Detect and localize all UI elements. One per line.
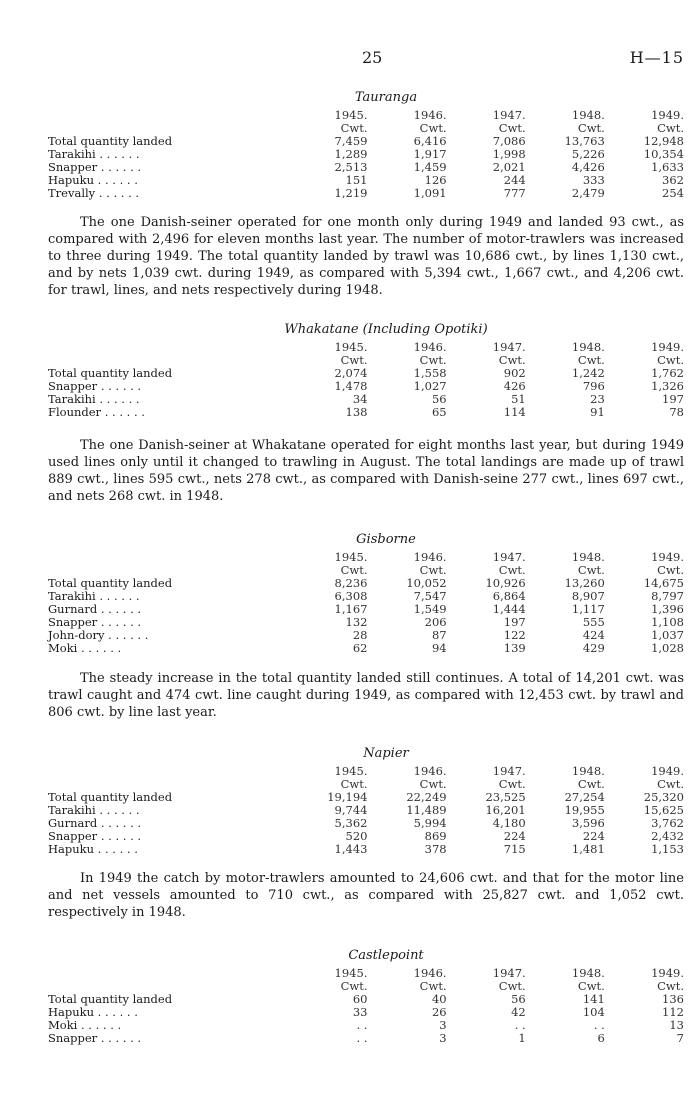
page-number: 25	[362, 48, 383, 67]
cell-value: 1,289	[334, 147, 368, 161]
cell-value: 224	[503, 829, 526, 843]
cell-value: 42	[511, 1005, 526, 1019]
cell-value: 1	[518, 1031, 526, 1045]
unit-header: Cwt.	[657, 121, 684, 135]
cell-value: 139	[503, 641, 526, 655]
year-header: 1948.	[571, 108, 605, 122]
year-header: 1945.	[334, 340, 368, 354]
row-label: Total quantity landed	[48, 366, 173, 380]
row-label: Tarakihi . . . . . .	[48, 589, 140, 603]
cell-value: 2,074	[334, 366, 368, 380]
row-label: Flounder . . . . . .	[48, 405, 145, 419]
unit-header: Cwt.	[657, 353, 684, 367]
section-paragraph: The steady increase in the total quantity landed still continues. A total of 14,201 cwt. was trawl caught and 474 cwt. line caught during 1949, as compared with 12,453 cwt. by trawl and 806 cwt. by line last year.	[48, 671, 684, 720]
cell-value: 28	[352, 628, 368, 642]
unit-header: Cwt.	[340, 777, 368, 791]
row-label: Hapuku . . . . . .	[48, 842, 138, 856]
cell-value: 6	[597, 1031, 605, 1045]
cell-value: . .	[356, 1031, 368, 1045]
cell-value: 1,998	[492, 147, 526, 161]
row-label: Moki . . . . . .	[48, 641, 122, 655]
year-header: 1946.	[413, 550, 447, 564]
unit-header: Cwt.	[577, 979, 605, 993]
year-header: 1947.	[492, 966, 526, 980]
cell-value: 136	[662, 992, 684, 1006]
unit-header: Cwt.	[657, 979, 684, 993]
unit-header: Cwt.	[340, 979, 368, 993]
table-row	[48, 1032, 684, 1045]
cell-value: 520	[345, 829, 368, 843]
year-header: 1947.	[492, 340, 526, 354]
cell-value: 51	[511, 392, 526, 406]
cell-value: 114	[503, 405, 526, 419]
cell-value: 15,625	[643, 803, 684, 817]
cell-value: 777	[503, 186, 526, 200]
cell-value: 23	[590, 392, 605, 406]
cell-value: 34	[352, 392, 368, 406]
cell-value: 132	[345, 615, 368, 629]
year-header: 1949.	[651, 108, 684, 122]
row-label: Tarakihi . . . . . .	[48, 803, 140, 817]
catch-table	[48, 341, 684, 419]
catch-table	[48, 765, 684, 856]
catch-table	[48, 967, 684, 1045]
cell-value: 254	[662, 186, 684, 200]
cell-value: 12,948	[643, 134, 684, 148]
cell-value: 23,525	[485, 790, 526, 804]
cell-value: 426	[503, 379, 526, 393]
unit-header: Cwt.	[419, 563, 447, 577]
cell-value: 1,108	[651, 615, 684, 629]
cell-value: 33	[352, 1005, 368, 1019]
year-header: 1948.	[571, 966, 605, 980]
cell-value: 5,362	[334, 816, 368, 830]
year-header: 1946.	[413, 764, 447, 778]
unit-header: Cwt.	[577, 563, 605, 577]
unit-header: Cwt.	[498, 979, 526, 993]
cell-value: 2,021	[492, 160, 526, 174]
cell-value: 19,194	[327, 790, 368, 804]
cell-value: 1,027	[413, 379, 447, 393]
cell-value: 60	[352, 992, 368, 1006]
table-row	[48, 642, 684, 655]
cell-value: . .	[356, 1018, 368, 1032]
section-title: Whakatane (Including Opotiki)	[284, 322, 488, 337]
cell-value: 7,086	[492, 134, 526, 148]
cell-value: 4,180	[492, 816, 526, 830]
cell-value: 5,226	[571, 147, 605, 161]
row-label: Moki . . . . . .	[48, 1018, 122, 1032]
cell-value: 11,489	[406, 803, 447, 817]
cell-value: 151	[345, 173, 368, 187]
unit-header: Cwt.	[340, 563, 368, 577]
cell-value: 902	[503, 366, 526, 380]
table-row	[48, 843, 684, 856]
year-header: 1949.	[651, 966, 684, 980]
cell-value: 4,426	[571, 160, 605, 174]
cell-value: 6,308	[334, 589, 368, 603]
cell-value: 3	[439, 1031, 447, 1045]
cell-value: 1,037	[651, 628, 684, 642]
cell-value: 2,513	[334, 160, 368, 174]
cell-value: 1,242	[571, 366, 605, 380]
row-label: Tarakihi . . . . . .	[48, 147, 140, 161]
unit-header: Cwt.	[419, 979, 447, 993]
cell-value: 78	[669, 405, 684, 419]
cell-value: 6,416	[413, 134, 447, 148]
cell-value: 796	[582, 379, 605, 393]
section-title: Napier	[363, 746, 409, 761]
table-row	[48, 187, 684, 200]
cell-value: 7,547	[413, 589, 447, 603]
cell-value: 206	[424, 615, 447, 629]
cell-value: 26	[431, 1005, 447, 1019]
cell-value: 8,907	[571, 589, 605, 603]
year-header: 1945.	[334, 764, 368, 778]
cell-value: 429	[582, 641, 605, 655]
cell-value: 65	[431, 405, 447, 419]
cell-value: 1,478	[334, 379, 368, 393]
section-title: Gisborne	[356, 532, 416, 547]
unit-header: Cwt.	[577, 353, 605, 367]
cell-value: 122	[503, 628, 526, 642]
cell-value: 13,763	[564, 134, 605, 148]
cell-value: 8,236	[334, 576, 368, 590]
row-label: Snapper . . . . . .	[48, 615, 142, 629]
section-castlepoint	[48, 948, 684, 1045]
year-header: 1947.	[492, 550, 526, 564]
cell-value: 1,396	[651, 602, 684, 616]
section-gisborne	[48, 532, 684, 655]
row-label: Trevally . . . . . .	[48, 186, 140, 200]
row-label: Gurnard . . . . . .	[48, 816, 142, 830]
cell-value: 1,153	[651, 842, 684, 856]
cell-value: 555	[582, 615, 605, 629]
cell-value: 87	[431, 628, 447, 642]
cell-value: 7	[676, 1031, 684, 1045]
catch-table	[48, 109, 684, 200]
unit-header: Cwt.	[498, 563, 526, 577]
unit-header: Cwt.	[657, 777, 684, 791]
section-title: Castlepoint	[348, 948, 424, 963]
cell-value: 16,201	[485, 803, 526, 817]
section-tauranga	[48, 90, 684, 200]
year-header: 1947.	[492, 108, 526, 122]
year-header: 1945.	[334, 550, 368, 564]
cell-value: 2,432	[651, 829, 684, 843]
cell-value: 13	[669, 1018, 684, 1032]
cell-value: 94	[431, 641, 447, 655]
section-paragraph: The one Danish-seiner operated for one month only during 1949 and landed 93 cwt., as compared with 2,496 for eleven months last year. The number of motor-trawlers was increased to three during 1949. The total quantity landed by trawl was 10,686 cwt., by lines 1,130 cwt., and by nets 1,039 cwt. during 1949, as compared with 5,394 cwt., 1,667 cwt., and 4,206 cwt. for trawl, lines, and nets respectively during 1948.	[48, 215, 684, 298]
row-label: Total quantity landed	[48, 790, 173, 804]
year-header: 1946.	[413, 108, 447, 122]
cell-value: 13,260	[564, 576, 605, 590]
unit-header: Cwt.	[419, 121, 447, 135]
section-paragraph: The one Danish-seiner at Whakatane operated for eight months last year, but during 1949 used lines only until it changed to trawling in August. The total landings are made up of trawl 889 cwt., lines 595 cwt., nets 278 cwt., as compared with Danish-seine 277 cwt., lines 697 cwt., and nets 268 cwt. in 1948.	[48, 438, 684, 504]
row-label: Snapper . . . . . .	[48, 160, 142, 174]
cell-value: 1,117	[571, 602, 605, 616]
cell-value: 19,955	[564, 803, 605, 817]
cell-value: 138	[345, 405, 368, 419]
unit-header: Cwt.	[340, 353, 368, 367]
cell-value: 715	[503, 842, 526, 856]
row-label: Snapper . . . . . .	[48, 1031, 142, 1045]
cell-value: 126	[424, 173, 447, 187]
cell-value: . .	[514, 1018, 526, 1032]
row-label: John-dory . . . . . .	[48, 628, 149, 642]
cell-value: 333	[582, 173, 605, 187]
section-paragraph: In 1949 the catch by motor-trawlers amounted to 24,606 cwt. and that for the motor line and net vessels amounted to 710 cwt., as compared with 25,827 cwt. and 1,052 cwt. respectively in 1948.	[48, 871, 684, 920]
section-napier	[48, 746, 684, 856]
unit-header: Cwt.	[498, 777, 526, 791]
cell-value: 5,994	[413, 816, 447, 830]
cell-value: 1,167	[334, 602, 368, 616]
cell-value: 1,558	[413, 366, 447, 380]
cell-value: 424	[582, 628, 605, 642]
cell-value: 1,459	[413, 160, 447, 174]
cell-value: 10,926	[485, 576, 526, 590]
year-header: 1946.	[413, 966, 447, 980]
cell-value: 224	[582, 829, 605, 843]
year-header: 1947.	[492, 764, 526, 778]
cell-value: 244	[503, 173, 526, 187]
unit-header: Cwt.	[577, 121, 605, 135]
cell-value: 40	[431, 992, 447, 1006]
cell-value: 104	[582, 1005, 605, 1019]
cell-value: 14,675	[643, 576, 684, 590]
cell-value: 7,459	[334, 134, 368, 148]
cell-value: 1,028	[651, 641, 684, 655]
cell-value: 197	[503, 615, 526, 629]
cell-value: 25,320	[643, 790, 684, 804]
year-header: 1945.	[334, 108, 368, 122]
unit-header: Cwt.	[498, 121, 526, 135]
cell-value: 1,917	[413, 147, 447, 161]
cell-value: . .	[593, 1018, 605, 1032]
row-label: Total quantity landed	[48, 134, 173, 148]
cell-value: 1,549	[413, 602, 447, 616]
cell-value: 27,254	[564, 790, 605, 804]
cell-value: 56	[511, 992, 526, 1006]
year-header: 1945.	[334, 966, 368, 980]
row-label: Snapper . . . . . .	[48, 379, 142, 393]
document-reference: H—15	[629, 48, 684, 67]
year-header: 1948.	[571, 550, 605, 564]
row-label: Hapuku . . . . . .	[48, 173, 138, 187]
cell-value: 1,219	[334, 186, 368, 200]
unit-header: Cwt.	[498, 353, 526, 367]
cell-value: 141	[582, 992, 605, 1006]
cell-value: 869	[424, 829, 447, 843]
year-header: 1949.	[651, 550, 684, 564]
year-header: 1948.	[571, 764, 605, 778]
cell-value: 1,443	[334, 842, 368, 856]
cell-value: 112	[662, 1005, 684, 1019]
cell-value: 62	[352, 641, 368, 655]
cell-value: 1,444	[492, 602, 526, 616]
row-label: Gurnard . . . . . .	[48, 602, 142, 616]
cell-value: 8,797	[651, 589, 684, 603]
table-row	[48, 406, 684, 419]
year-header: 1946.	[413, 340, 447, 354]
unit-header: Cwt.	[419, 777, 447, 791]
year-header: 1948.	[571, 340, 605, 354]
year-header: 1949.	[651, 340, 684, 354]
cell-value: 3,596	[571, 816, 605, 830]
row-label: Total quantity landed	[48, 992, 173, 1006]
cell-value: 10,354	[643, 147, 684, 161]
cell-value: 1,326	[651, 379, 684, 393]
cell-value: 3,762	[651, 816, 684, 830]
cell-value: 197	[662, 392, 684, 406]
year-header: 1949.	[651, 764, 684, 778]
unit-header: Cwt.	[577, 777, 605, 791]
cell-value: 91	[590, 405, 605, 419]
cell-value: 56	[431, 392, 447, 406]
cell-value: 22,249	[406, 790, 447, 804]
cell-value: 378	[424, 842, 447, 856]
section-title: Tauranga	[354, 90, 418, 105]
cell-value: 1,481	[571, 842, 605, 856]
cell-value: 362	[662, 173, 684, 187]
cell-value: 1,091	[413, 186, 447, 200]
unit-header: Cwt.	[419, 353, 447, 367]
unit-header: Cwt.	[657, 563, 684, 577]
cell-value: 3	[439, 1018, 447, 1032]
cell-value: 10,052	[406, 576, 447, 590]
cell-value: 9,744	[334, 803, 368, 817]
row-label: Hapuku . . . . . .	[48, 1005, 138, 1019]
section-whakatane	[48, 322, 684, 419]
row-label: Tarakihi . . . . . .	[48, 392, 140, 406]
cell-value: 1,633	[651, 160, 684, 174]
row-label: Snapper . . . . . .	[48, 829, 142, 843]
unit-header: Cwt.	[340, 121, 368, 135]
cell-value: 6,864	[492, 589, 526, 603]
cell-value: 2,479	[571, 186, 605, 200]
catch-table	[48, 551, 684, 655]
row-label: Total quantity landed	[48, 576, 173, 590]
cell-value: 1,762	[651, 366, 684, 380]
